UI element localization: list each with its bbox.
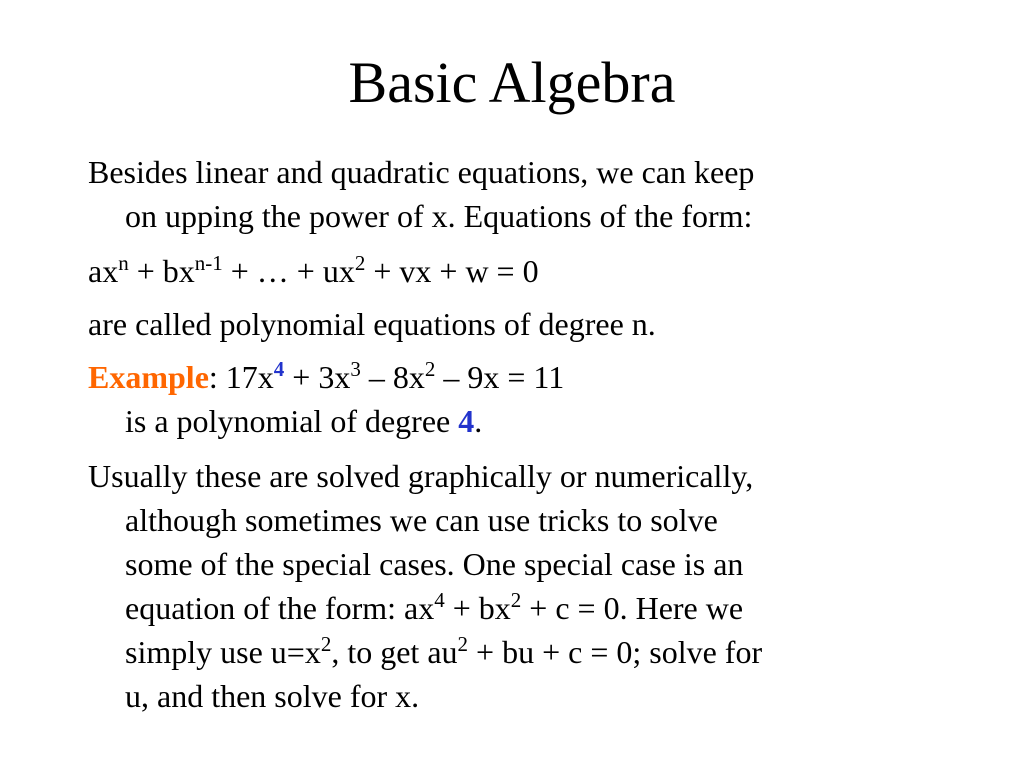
intro-paragraph — [88, 150, 938, 238]
slide-body — [88, 150, 938, 729]
solving-line-5-part-a: simply use u=x — [125, 634, 321, 670]
eq-term-4: + vx + w = 0 — [365, 253, 539, 289]
example-degree-value: 4 — [458, 403, 475, 439]
example-colon: : — [208, 359, 226, 395]
solving-line-4 — [125, 586, 938, 630]
example-line-2 — [125, 399, 938, 443]
example-term-4: – 9x = 11 — [435, 359, 565, 395]
example-label: Example — [88, 359, 209, 395]
solving-line-4-exponent-2: 2 — [510, 588, 522, 612]
example-degree-prefix: is a polynomial of degree — [125, 403, 459, 439]
intro-line-1: Besides linear and quadratic equations, we can keep — [88, 154, 755, 190]
example-paragraph — [88, 355, 938, 443]
solving-line-4-part-c: + c = 0. Here we — [521, 590, 744, 626]
example-exponent-1: 4 — [273, 357, 285, 381]
solving-line-3: some of the special cases. One special case is an — [125, 546, 744, 582]
eq-exponent-2: n-1 — [194, 251, 223, 275]
eq-term-1: ax — [88, 253, 119, 289]
solving-line-4-part-a: equation of the form: ax — [125, 590, 435, 626]
eq-term-2: + bx — [128, 253, 195, 289]
example-exponent-2: 3 — [350, 357, 361, 381]
slide-title: Basic Algebra — [348, 50, 676, 115]
general-polynomial-equation — [88, 249, 938, 293]
example-term-3: – 8x — [360, 359, 425, 395]
solving-line-6: u, and then solve for x. — [125, 678, 420, 714]
eq-term-3: + … + ux — [222, 253, 355, 289]
solving-line-2: although sometimes we can use tricks to solve — [125, 502, 718, 538]
intro-line-2: on upping the power of x. Equations of the form: — [125, 198, 753, 234]
example-term-1: 17x — [225, 359, 274, 395]
solving-line-5 — [125, 630, 938, 674]
example-term-2: + 3x — [284, 359, 351, 395]
solving-line-5-exponent-1: 2 — [320, 632, 332, 656]
solving-line-1: Usually these are solved graphically or numerically, — [88, 458, 754, 494]
solving-paragraph — [88, 454, 938, 718]
solving-line-5-exponent-2: 2 — [457, 632, 469, 656]
eq-exponent-3: 2 — [354, 251, 366, 275]
eq-exponent-1: n — [118, 251, 129, 275]
solving-line-5-part-c: + bu + c = 0; solve for — [468, 634, 763, 670]
example-exponent-3: 2 — [424, 357, 436, 381]
solving-line-4-part-b: + bx — [444, 590, 511, 626]
definition-paragraph: are called polynomial equations of degree n. — [88, 306, 656, 342]
solving-line-5-part-b: , to get au — [331, 634, 458, 670]
solving-line-4-exponent-1: 4 — [434, 588, 445, 612]
example-degree-suffix: . — [474, 403, 483, 439]
